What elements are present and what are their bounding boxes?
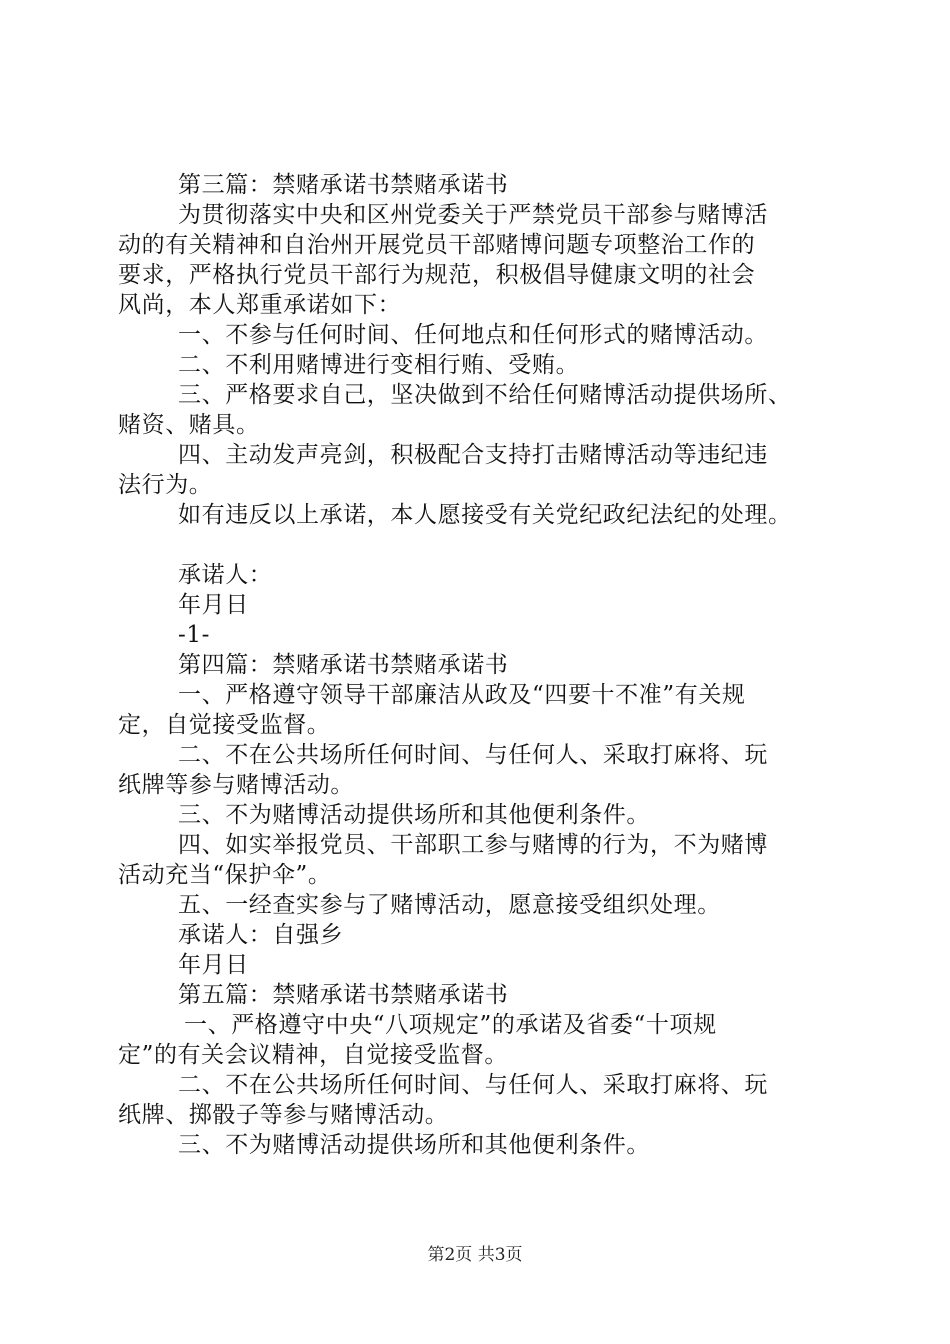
paragraph-line: 动的有关精神和自治州开展党员干部赌博问题专项整治工作的 (118, 232, 756, 258)
document-body (118, 170, 838, 1160)
blank-line (118, 530, 838, 560)
page-footer (0, 1244, 950, 1266)
signatory-label: 承诺人： (178, 562, 273, 588)
pledge-item: 一、严格遵守中央“八项规定”的承诺及省委“十项规 (184, 1012, 717, 1038)
section-heading-4: 第四篇：禁赌承诺书禁赌承诺书 (178, 652, 509, 678)
pledge-item-continued: 定”的有关会议精神，自觉接受监督。 (118, 1042, 508, 1068)
paragraph-line: 为贯彻落实中央和区州党委关于严禁党员干部参与赌博活 (178, 202, 768, 228)
pledge-item: 一、不参与任何时间、任何地点和任何形式的赌博活动。 (178, 322, 768, 348)
pledge-item-continued: 纸牌、掷骰子等参与赌博活动。 (118, 1102, 449, 1128)
paragraph-line: 风尚，本人郑重承诺如下： (118, 292, 402, 318)
paragraph-line: 要求，严格执行党员干部行为规范，积极倡导健康文明的社会 (118, 262, 756, 288)
signatory-label: 承诺人：自强乡 (178, 922, 344, 948)
pledge-item: 一、严格遵守领导干部廉洁从政及“四要十不准”有关规 (178, 682, 746, 708)
pledge-item-continued: 活动充当“保护伞”。 (118, 862, 332, 888)
inline-page-number: -1- (178, 622, 210, 648)
pledge-item: 四、主动发声亮剑，积极配合支持打击赌博活动等违纪违 (178, 442, 768, 468)
pledge-item: 三、严格要求自己，坚决做到不给任何赌博活动提供场所、 (178, 382, 792, 408)
date-label: 年月日 (178, 592, 249, 618)
pledge-item-continued: 法行为。 (118, 472, 213, 498)
pledge-item-continued: 赌资、赌具。 (118, 412, 260, 438)
pledge-item: 三、不为赌博活动提供场所和其他便利条件。 (178, 802, 650, 828)
pledge-item: 四、如实举报党员、干部职工参与赌博的行为，不为赌博 (178, 832, 768, 858)
pledge-item-continued: 定，自觉接受监督。 (118, 712, 331, 738)
page-number-label: 第2页 共3页 (427, 1245, 523, 1265)
paragraph-line: 如有违反以上承诺，本人愿接受有关党纪政纪法纪的处理。 (178, 502, 792, 528)
pledge-item: 五、一经查实参与了赌博活动，愿意接受组织处理。 (178, 892, 721, 918)
section-heading-3: 第三篇：禁赌承诺书禁赌承诺书 (178, 172, 509, 198)
pledge-item: 二、不利用赌博进行变相行贿、受贿。 (178, 352, 580, 378)
pledge-item-continued: 纸牌等参与赌博活动。 (118, 772, 354, 798)
pledge-item: 二、不在公共场所任何时间、与任何人、采取打麻将、玩 (178, 742, 768, 768)
section-heading-5: 第五篇：禁赌承诺书禁赌承诺书 (178, 982, 509, 1008)
pledge-item: 三、不为赌博活动提供场所和其他便利条件。 (178, 1132, 650, 1158)
date-label: 年月日 (178, 952, 249, 978)
pledge-item: 二、不在公共场所任何时间、与任何人、采取打麻将、玩 (178, 1072, 768, 1098)
